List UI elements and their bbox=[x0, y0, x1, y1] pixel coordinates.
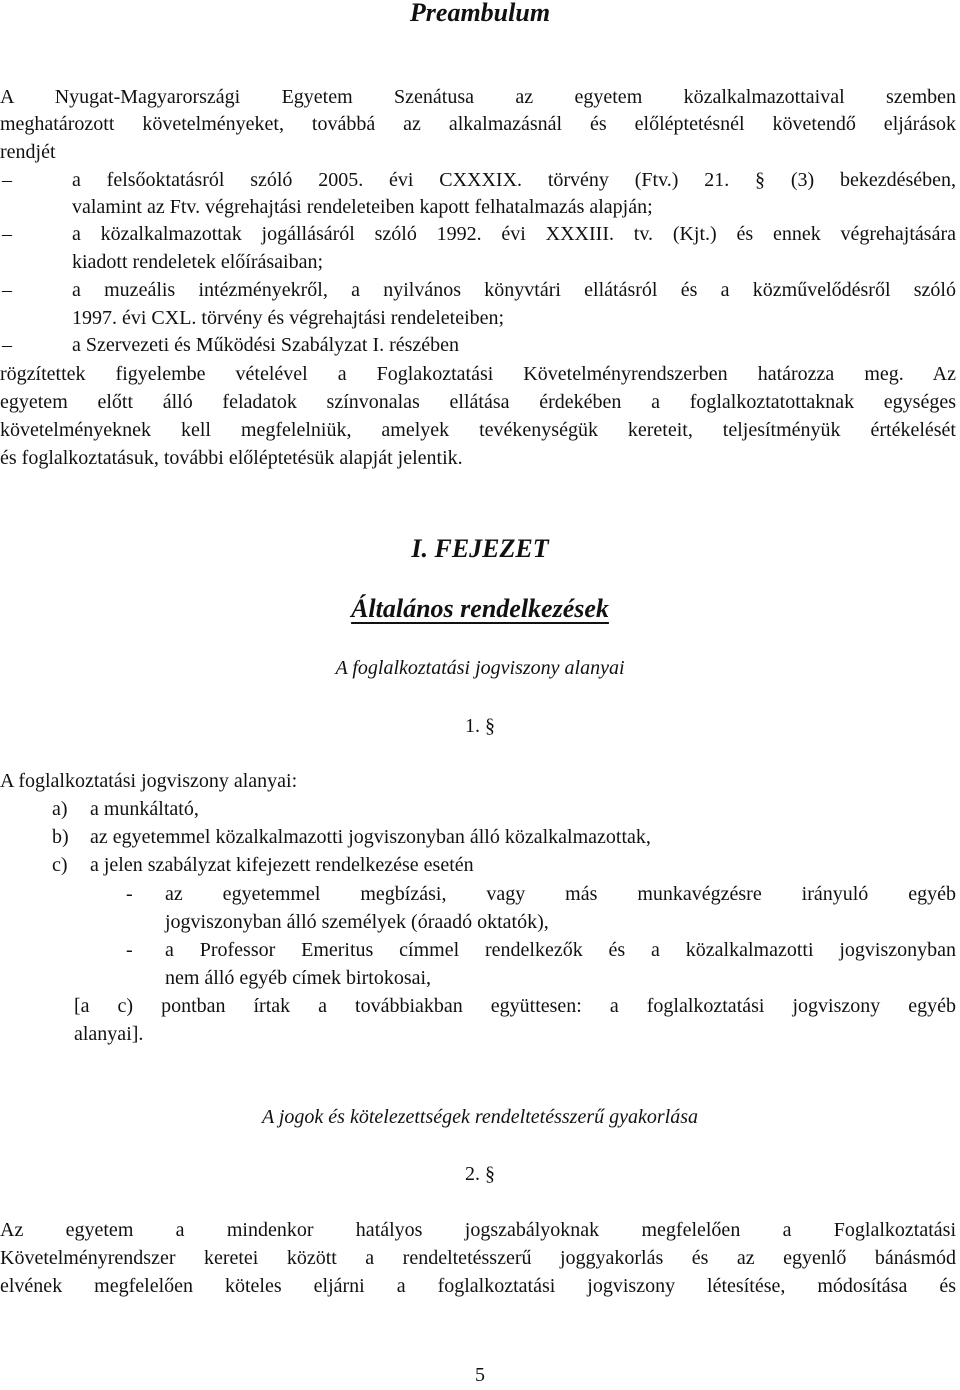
dash-marker: - bbox=[126, 939, 133, 961]
preamble-title: Preambulum bbox=[409, 0, 551, 27]
preamble-closing-line-1: rögzítettek figyelembe vételével a Foglakoztatási Követelményrendszerben határozza meg. Az bbox=[0, 363, 956, 385]
bullet-line: kiadott rendeletek előírásaiban; bbox=[72, 251, 324, 273]
section-2-heading: A jogok és kötelezettségek rendeltetésszerű gyakorlása bbox=[262, 1106, 698, 1128]
bullet-line: a Szervezeti és Működési Szabályzat I. részében bbox=[72, 334, 460, 356]
preamble-intro-line-1: A Nyugat-Magyarországi Egyetem Szenátusa az egyetem közalkalmazottaival szemben bbox=[0, 86, 956, 108]
sub-list-line: a Professor Emeritus címmel rendelkezők és a közalkalmazotti jogviszonyban bbox=[165, 939, 956, 961]
bullet-line: a muzeális intézményekről, a nyilvános könyvtári ellátásról és a közművelődésről szóló bbox=[72, 279, 956, 301]
page-number: 5 bbox=[475, 1364, 485, 1386]
preamble-closing-line-3: követelményeknek kell megfelelniük, amelyek tevékenységük kereteit, teljesítményük értékelését bbox=[0, 419, 956, 441]
list-item-a bbox=[52, 796, 956, 824]
section-1-note-line-1: [a c) pontban írtak a továbbiakban együttesen: a foglalkoztatási jogviszony egyéb bbox=[74, 995, 956, 1017]
dash-marker: – bbox=[2, 223, 12, 245]
list-label: b) bbox=[52, 826, 69, 848]
preamble-closing-line-4: és foglalkoztatásuk, további előléptetésük alapját jelentik. bbox=[0, 447, 463, 469]
bullet-line: valamint az Ftv. végrehajtási rendeleteiben kapott felhatalmazás alapján; bbox=[72, 196, 653, 218]
preamble-intro-line-2: meghatározott követelményeket, továbbá az alkalmazásnál és előléptetésnél követendő eljárások bbox=[0, 113, 956, 135]
list-item-b bbox=[52, 824, 956, 852]
list-text: az egyetemmel közalkalmazotti jogviszonyban álló közalkalmazottak, bbox=[90, 826, 651, 848]
list-text: a jelen szabályzat kifejezett rendelkezése esetén bbox=[90, 854, 474, 876]
bullet-line: a közalkalmazottak jogállásáról szóló 1992. évi XXXIII. tv. (Kjt.) és ennek végrehajtására bbox=[72, 223, 956, 245]
section-1-number: 1. § bbox=[465, 715, 495, 737]
dash-marker: – bbox=[2, 334, 12, 356]
dash-marker: - bbox=[126, 883, 133, 905]
section-2-number: 2. § bbox=[465, 1163, 495, 1185]
section-2-line-3: elvének megfelelően köteles eljárni a foglalkoztatási jogviszony létesítése, módosítása és bbox=[0, 1275, 956, 1297]
list-text: a munkáltató, bbox=[90, 798, 199, 820]
sub-list-line: az egyetemmel megbízási, vagy más munkavégzésre irányuló egyéb bbox=[165, 883, 956, 905]
list-item-c bbox=[52, 852, 956, 880]
chapter-subtitle: Általános rendelkezések bbox=[351, 594, 609, 623]
sub-list-line: jogviszonyban álló személyek (óraadó oktatók), bbox=[165, 911, 549, 933]
section-1-lead: A foglalkoztatási jogviszony alanyai: bbox=[0, 770, 298, 792]
section-2-line-2: Követelményrendszer keretei között a rendeltetésszerű joggyakorlás és az egyenlő bánásmód bbox=[0, 1247, 956, 1269]
section-2-line-1: Az egyetem a mindenkor hatályos jogszabályoknak megfelelően a Foglalkoztatási bbox=[0, 1219, 956, 1241]
dash-marker: – bbox=[2, 169, 12, 191]
dash-marker: – bbox=[2, 279, 12, 301]
sub-list-line: nem álló egyéb címek birtokosai, bbox=[165, 967, 432, 989]
preamble-intro-line-3: rendjét bbox=[0, 141, 56, 163]
list-label: c) bbox=[52, 854, 68, 876]
chapter-title: I. FEJEZET bbox=[411, 534, 549, 563]
bullet-line: a felsőoktatásról szóló 2005. évi CXXXIX. törvény (Ftv.) 21. § (3) bekezdésében, bbox=[72, 169, 956, 191]
bullet-line: 1997. évi CXL. törvény és végrehajtási rendeleteiben; bbox=[72, 307, 505, 329]
section-1-note-line-2: alanyai]. bbox=[74, 1023, 144, 1045]
preamble-closing-line-2: egyetem előtt álló feladatok színvonalas ellátása érdekében a foglalkoztatottaknak egységes bbox=[0, 391, 956, 413]
section-1-heading: A foglalkoztatási jogviszony alanyai bbox=[335, 657, 625, 679]
list-label: a) bbox=[52, 798, 68, 820]
